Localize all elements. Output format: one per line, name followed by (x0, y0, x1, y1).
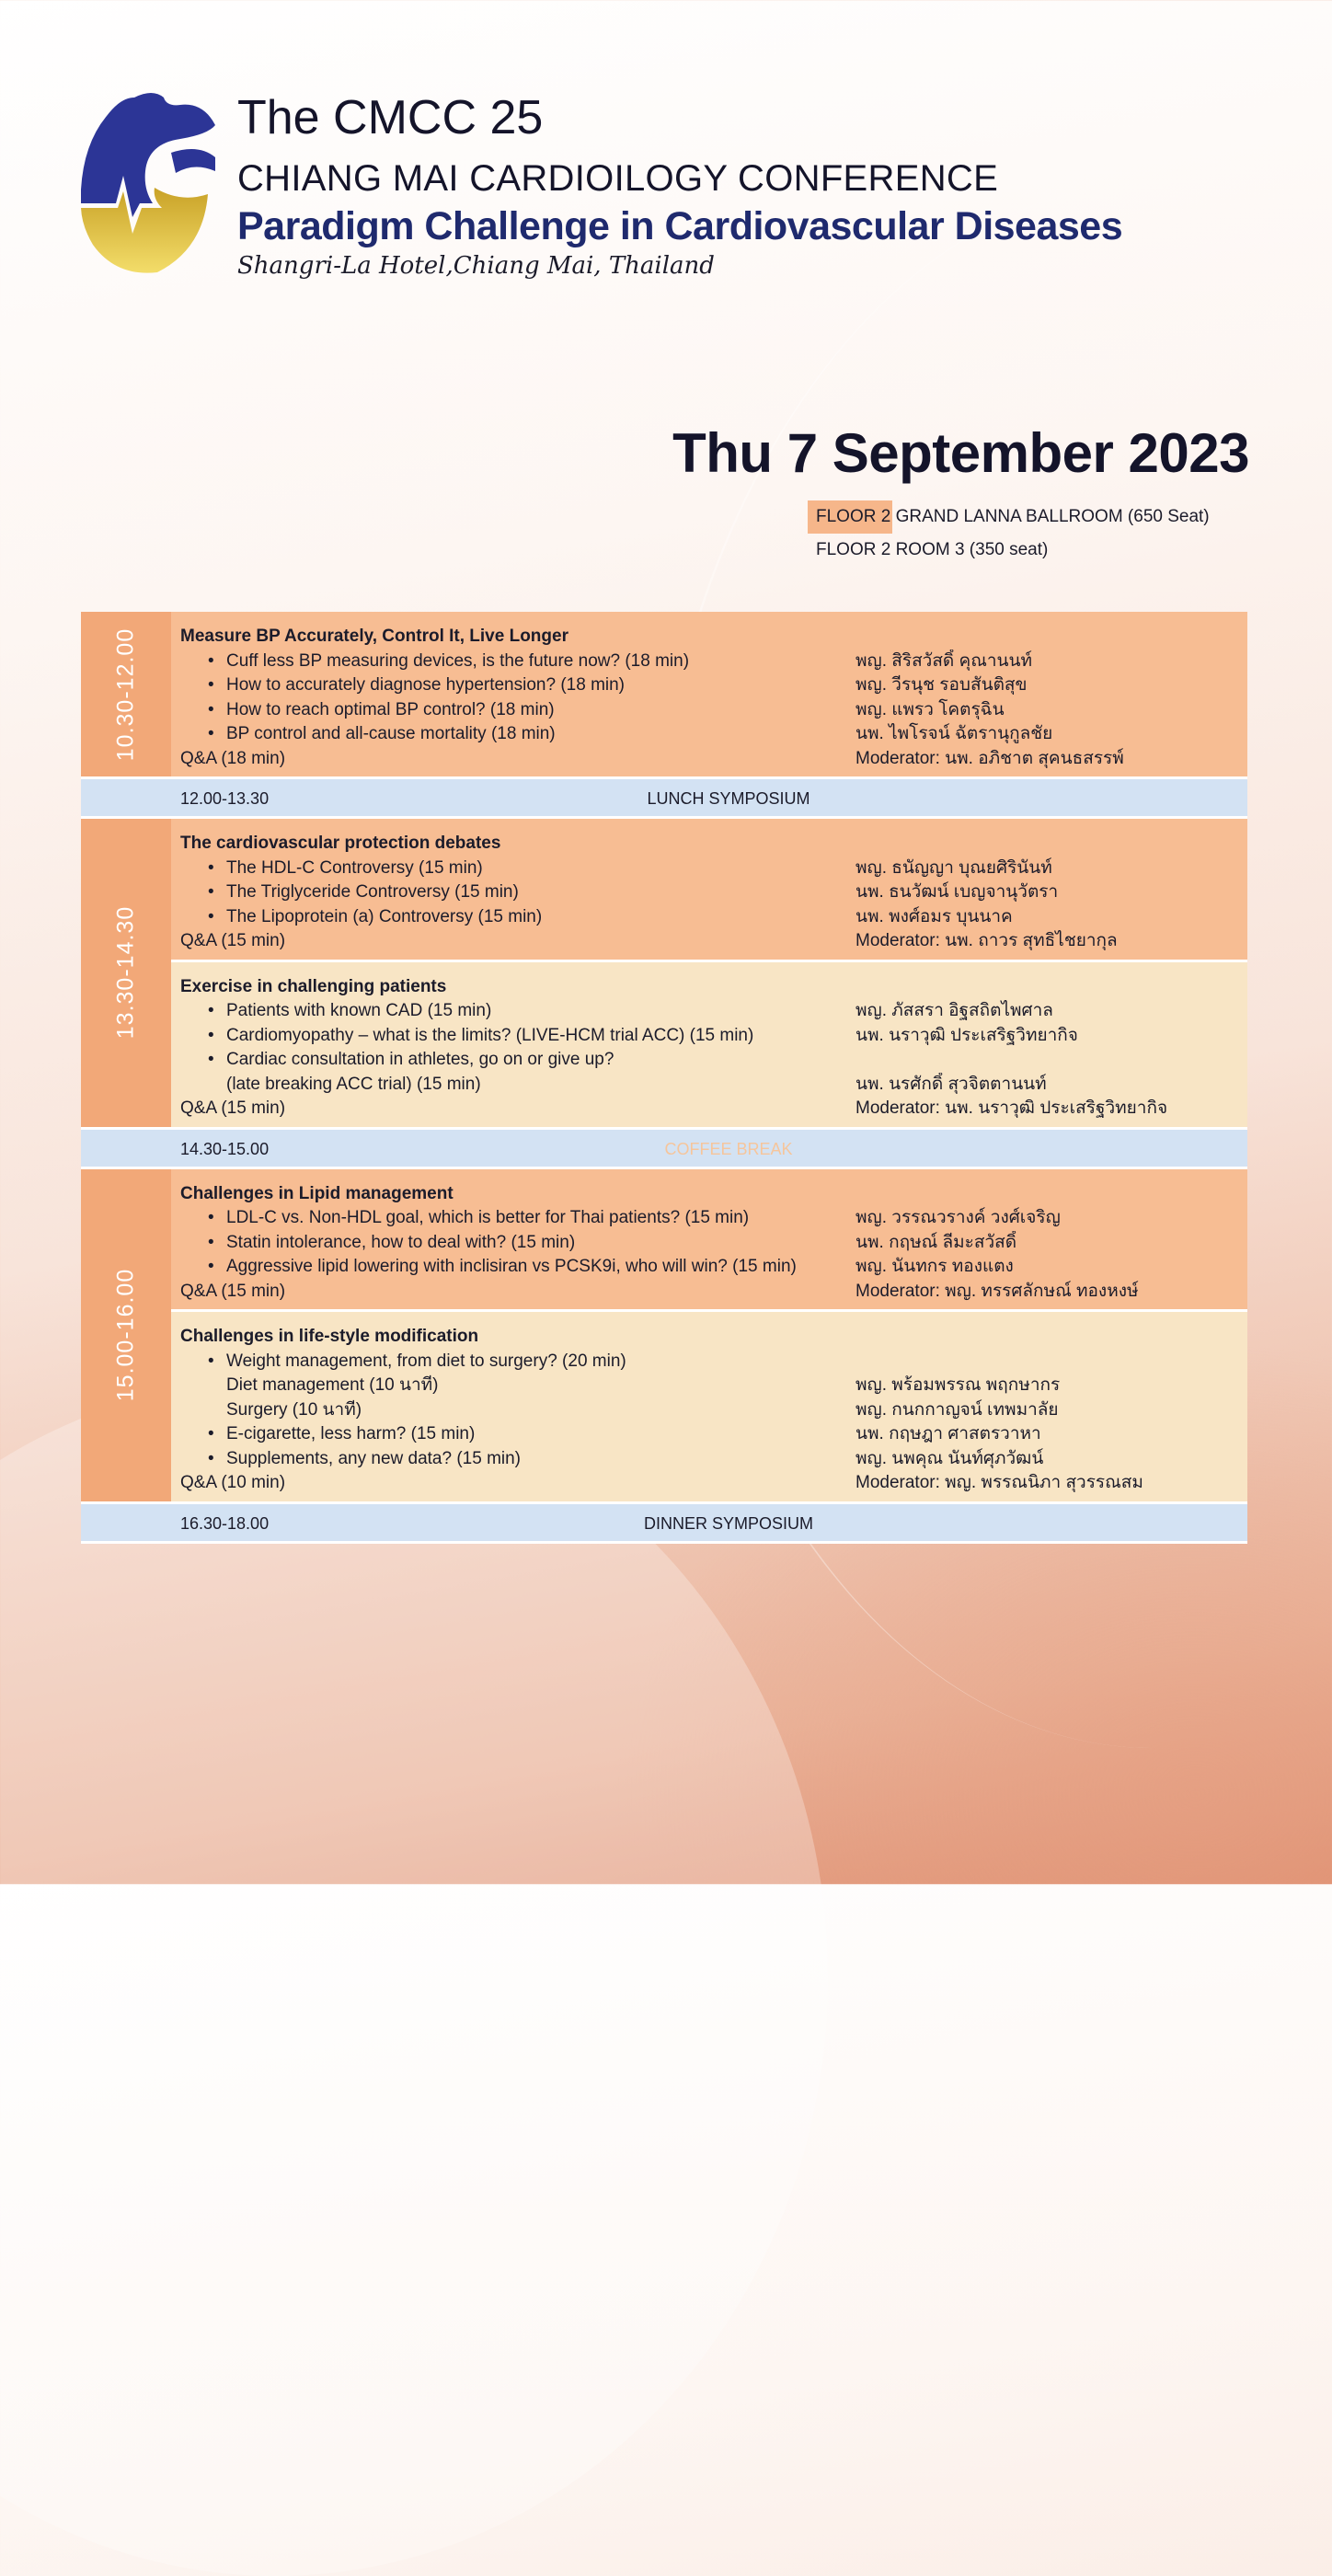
talk-row: • How to reach optimal BP control? (18 min) พญ. แพรว โคตรุฉิน (180, 698, 1238, 723)
talk-title: Statin intolerance, how to deal with? (15 min) (226, 1232, 576, 1252)
talk-row: • Cuff less BP measuring devices, is the future now? (18 min) พญ. สิริสวัสดิ์ คุณานนท์ (180, 650, 1238, 674)
session-title-row (180, 1325, 1238, 1350)
qa-row (180, 1280, 1238, 1305)
time-column (81, 819, 171, 1130)
venue: Shangri-La Hotel,Chiang Mai, Thailand (237, 252, 715, 280)
talk-row: • The Triglyceride Controversy (15 min) นพ. ธนวัฒน์ เบญจานุวัตรา (180, 880, 1238, 905)
talk-row-continued (180, 1073, 1238, 1098)
talk-title: LDL-C vs. Non-HDL goal, which is better for Thai patients? (15 min) (226, 1208, 750, 1227)
speaker: พญ. สิริสวัสดิ์ คุณานนท์ (855, 650, 1033, 671)
talk-title: Cardiac consultation in athletes, go on or give up? (226, 1050, 614, 1069)
moderator: Moderator: นพ. อภิชาต สุคนธสรรพ์ (855, 748, 1124, 768)
talk-row: • Cardiomyopathy – what is the limits? (LIVE-HCM trial ACC) (15 min) นพ. นราวุฒิ ประเสริฐวิทยากิจ (180, 1024, 1238, 1049)
talk-title: Patients with known CAD (15 min) (226, 1001, 492, 1020)
session-block (171, 1169, 1247, 1313)
speaker: นพ. พงศ์อมร บุนนาค (855, 906, 1013, 926)
talk-row: • BP control and all-cause mortality (18 min) นพ. ไพโรจน์ ฉัตรานุกูลชัย (180, 722, 1238, 747)
session-2 (81, 819, 1247, 1130)
talk-title: How to reach optimal BP control? (18 min) (226, 699, 555, 719)
talk-row: • LDL-C vs. Non-HDL goal, which is better for Thai patients? (15 min) พญ. วรรณวรางค์ วงศ์เจริญ (180, 1206, 1238, 1231)
speaker: นพ. กฤษณ์ ลีมะสวัสดิ์ (855, 1232, 1017, 1252)
schedule-table (81, 612, 1247, 1544)
qa-label: Q&A (18 min) (180, 748, 286, 768)
session-time: 15.00-16.00 (112, 1268, 139, 1402)
session-title-row (180, 975, 1238, 1000)
session-3 (81, 1169, 1247, 1504)
heart-logo-icon (79, 88, 217, 282)
speaker: พญ. นันทกร ทองแตง (855, 1257, 1014, 1276)
break-label: COFFEE BREAK (664, 1139, 793, 1158)
speaker: พญ. ธนัญญา บุณยศิรินันท์ (855, 857, 1052, 878)
session-time: 13.30-14.30 (112, 906, 139, 1040)
qa-label: Q&A (15 min) (180, 1281, 286, 1301)
talk-row: • Aggressive lipid lowering with inclisiran vs PCSK9i, who will win? (15 min) พญ. นันทกร ทองแตง (180, 1255, 1238, 1280)
talk-row: • Supplements, any new data? (15 min) พญ. นพคุณ นันท์ศุภวัฒน์ (180, 1447, 1238, 1472)
speaker (855, 1350, 1238, 1374)
legend-item-ballroom (808, 500, 1210, 534)
event-date: Thu 7 September 2023 (672, 422, 1249, 484)
break-label: LUNCH SYMPOSIUM (647, 789, 810, 808)
conference-name: CHIANG MAI CARDIOILOGY CONFERENCE (237, 158, 999, 199)
break-label: DINNER SYMPOSIUM (643, 1513, 814, 1533)
moderator: Moderator: นพ. นราวุฒิ ประเสริฐวิทยากิจ (855, 1098, 1168, 1118)
talk-title: How to accurately diagnose hypertension? (18 min) (226, 675, 626, 695)
time-column (81, 612, 171, 779)
session-title: Measure BP Accurately, Control It, Live Longer (180, 627, 568, 646)
session-block (171, 819, 1247, 962)
talk-title: Weight management, from diet to surgery? (20 min) (226, 1351, 626, 1371)
subtalk-row (180, 1398, 1238, 1423)
talk-row: • The Lipoprotein (a) Controversy (15 min) นพ. พงศ์อมร บุนนาค (180, 905, 1238, 930)
subtalk-title: Diet management (10 นาที) (226, 1375, 439, 1395)
speaker: พญ. แพรว โคตรุฉิน (855, 699, 1005, 719)
talk-title: Cardiomyopathy – what is the limits? (LIVE-HCM trial ACC) (15 min) (226, 1025, 754, 1045)
legend-label: FLOOR 2 ROOM 3 (350 seat) (816, 540, 1049, 559)
qa-label: Q&A (10 min) (180, 1473, 286, 1492)
time-column (81, 1169, 171, 1504)
session-title: Exercise in challenging patients (180, 976, 447, 996)
session-title-row (180, 832, 1238, 857)
speaker: นพ. นรศักดิ์ สุวจิตตานนท์ (855, 1074, 1047, 1094)
speaker: พญ. วรรณวรางค์ วงศ์เจริญ (855, 1208, 1061, 1227)
break-time: 16.30-18.00 (180, 1513, 270, 1533)
session-block (171, 612, 1247, 779)
speaker (855, 1048, 1238, 1073)
session-title-row (180, 625, 1238, 650)
qa-label: Q&A (15 min) (180, 1098, 286, 1118)
talk-title: The HDL-C Controversy (15 min) (226, 857, 483, 878)
legend-label: FLOOR 2 GRAND LANNA BALLROOM (650 Seat) (816, 507, 1210, 526)
talk-title: Aggressive lipid lowering with inclisiran vs PCSK9i, who will win? (15 min) (226, 1257, 797, 1276)
speaker: นพ. ธนวัฒน์ เบญจานุวัตรา (855, 882, 1059, 902)
break-time: 14.30-15.00 (180, 1139, 270, 1158)
subtalk-row (180, 1374, 1238, 1398)
speaker: พญ. พร้อมพรรณ พฤกษากร (855, 1375, 1061, 1395)
talk-row: • Statin intolerance, how to deal with? (15 min) นพ. กฤษณ์ ลีมะสวัสดิ์ (180, 1231, 1238, 1256)
speaker: พญ. นพคุณ นันท์ศุภวัฒน์ (855, 1448, 1044, 1468)
session-title: Challenges in life-style modification (180, 1327, 479, 1346)
session-title: The cardiovascular protection debates (180, 834, 501, 853)
speaker: นพ. ไพโรจน์ ฉัตรานุกูลชัย (855, 724, 1053, 743)
talk-row: • Weight management, from diet to surgery? (20 min) (180, 1350, 1238, 1374)
speaker: นพ. กฤษฎา ศาสตรวาหา (855, 1424, 1041, 1443)
moderator: Moderator: นพ. ถาวร สุทธิไชยากุล (855, 931, 1118, 950)
speaker: พญ. กนกกาญจน์ เทพมาลัย (855, 1399, 1059, 1420)
talk-row: • The HDL-C Controversy (15 min) พญ. ธนัญญา บุณยศิรินันท์ (180, 857, 1238, 881)
qa-row (180, 1471, 1238, 1496)
talk-title: E-cigarette, less harm? (15 min) (226, 1424, 476, 1443)
background-swoosh (0, 1380, 828, 2576)
break-time: 12.00-13.30 (180, 789, 270, 808)
talk-title: The Triglyceride Controversy (15 min) (226, 882, 519, 902)
speaker: นพ. นราวุฒิ ประเสริฐวิทยากิจ (855, 1025, 1078, 1045)
subtalk-title: Surgery (10 นาที) (226, 1399, 362, 1420)
qa-row (180, 1097, 1238, 1121)
talk-title: Cuff less BP measuring devices, is the future now? (18 min) (226, 650, 690, 671)
talk-title: (late breaking ACC trial) (15 min) (226, 1074, 481, 1094)
break-row-coffee (81, 1130, 1247, 1169)
moderator: Moderator: พญ. พรรณนิภา สุวรรณสม (855, 1473, 1143, 1492)
session-block (171, 1312, 1247, 1504)
moderator: Moderator: พญ. ทรรศลักษณ์ ทองหงษ์ (855, 1281, 1139, 1301)
qa-row (180, 929, 1238, 954)
break-row-lunch (81, 779, 1247, 819)
session-title-row (180, 1182, 1238, 1207)
session-1 (81, 612, 1247, 779)
speaker: พญ. วีรนุช รอบสันติสุข (855, 675, 1028, 695)
session-time: 10.30-12.00 (112, 627, 139, 761)
session-title: Challenges in Lipid management (180, 1183, 454, 1203)
session-block (171, 962, 1247, 1130)
talk-row: • Patients with known CAD (15 min) พญ. ภัสสรา อิฐสถิตไพศาล (180, 999, 1238, 1024)
talk-row: • How to accurately diagnose hypertension? (18 min) พญ. วีรนุช รอบสันติสุข (180, 673, 1238, 698)
legend-item-room3 (808, 534, 1210, 567)
talk-title: Supplements, any new data? (15 min) (226, 1448, 522, 1468)
talk-title: BP control and all-cause mortality (18 min) (226, 724, 556, 743)
room-legend (808, 500, 1210, 567)
talk-row: • E-cigarette, less harm? (15 min) นพ. กฤษฎา ศาสตรวาหา (180, 1422, 1238, 1447)
break-row-dinner (81, 1504, 1247, 1544)
talk-title: The Lipoprotein (a) Controversy (15 min) (226, 906, 543, 926)
event-short-title: The CMCC 25 (237, 91, 544, 144)
qa-label: Q&A (15 min) (180, 931, 286, 950)
qa-row (180, 747, 1238, 772)
conference-theme: Paradigm Challenge in Cardiovascular Diseases (237, 204, 1123, 248)
talk-row: • Cardiac consultation in athletes, go on or give up? (180, 1048, 1238, 1073)
speaker: พญ. ภัสสรา อิฐสถิตไพศาล (855, 1001, 1053, 1020)
